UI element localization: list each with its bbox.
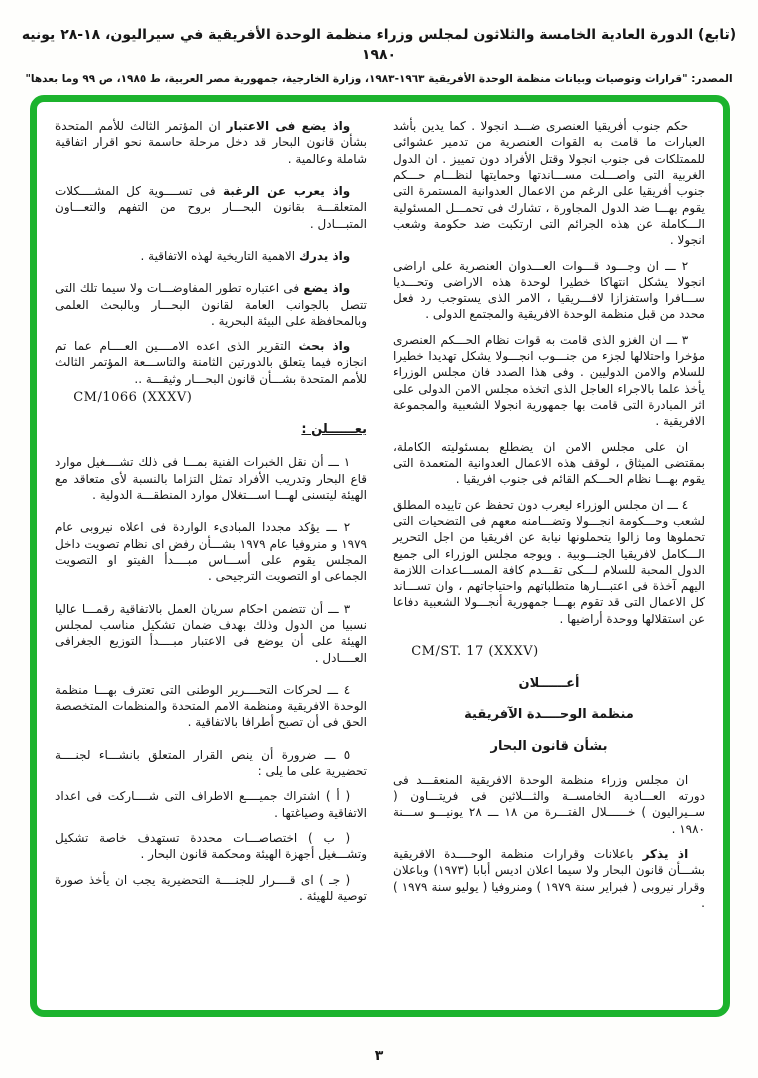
content-frame [30,95,730,1017]
paragraph: ٣ ـــ ان الغزو الذى قامت به قوات نظام الحـــكم العنصرى مؤخرا واحتلالها لجزء من جنـــوب انجـــولا يشكل تهديدا خطيرا للسلام والامن الدوليين . وفى هذا الصدد فان مجلس الوزراء يأخذ علما بالاجراء العاجل الذى اتخذه مجلس الامن الدولى على اثر المبادرة التى قامت بها جمهورية انجولا الشعبية والمجموعة الافريقية . [393,332,705,429]
page-header [20,26,738,87]
document-reference: CM/ST. 17 (XXXV) [411,644,539,660]
paragraph: واذ بحث التقرير الذى اعده الامــــين العــــام عما تم انجازه فيما يتعلق بالدورتين الثامنة والتاســـعة المؤتمر الثالث للأمم المتحدة بشـــأن قانون البحـــار وثيقـــة .. [55,339,367,386]
left-column [55,118,367,1000]
right-column [393,118,705,1000]
paragraph: ان على مجلس الامن ان يضطلع بمسئوليته الكاملة، بمقتضى الميثاق ، لوقف هذه الاعمال العدوانية المتعمدة التى يقوم بهـــا نظام الحـــكم القائم فى جنوب افريقيا . [393,439,705,487]
paragraph: واذ يضع فى الاعتبار ان المؤتمر الثالث للأمم المتحدة بشأن قانون البحار قد دخل مرحلة حاسمة نحو اقرار اتفاقية شاملة وعالمية . [55,119,367,166]
heading-organization: منظمة الوحــــدة الآفريقية [464,707,634,723]
declares-label: يعــــــلن : [301,421,367,437]
paragraph: ( جـ ) اى قــــرار للجنــــة التحضيرية يجب ان يأخذ صورة توصية للهيئة . [55,872,367,903]
two-column-layout [55,118,705,1000]
paragraph: واذ يعرب عن الرغبة فى تســــوية كل المشــــكلات المتعلقـــة بقانون البحـــار بروح من التفهم والتعـــاون المتبـــادل . [55,183,367,231]
paragraph: اذ يذكر باعلانات وقرارات منظمة الوحــــدة الافريقية بشـــأن قانون البحار ولا سيما اعلان اديس أبابا (١٩٧٣) وباعلان وقرار نيروبى ( فبراير سنة ١٩٧٩ ) ومنروفيا ( يوليو سنة ١٩٧٩ ) . [393,847,706,910]
heading-declaration: أعــــــلان [518,675,580,691]
session-title: (تابع) الدورة العادية الخامسة والثلاثون لمجلس وزراء منظمة الوحدة الأفريقية في سيراليون، ١٨-٢٨ يونيه ١٩٨٠ [21,27,737,63]
paragraph: ٢ ـــ ان وجـــود قـــوات العـــدوان العنصرية على اراضى انجولا يشكل انتهاكا خطيرا لوحدة هذه الاراضى وتحـــديا ســـافرا واستفزازا لافـــريقيا ، الامر الذى يستوجب رد فعل محدد من قبل منظمة الوحدة الافريقية والمجتمع الدولى . [393,258,705,322]
paragraph: ٤ ـــ لحركات التحــــرير الوطنى التى تعترف بهـــا منظمة الوحدة الافريقية ومنظمة الامم المتحدة والمنظمات المتخصصة الحق فى أن تصبح أطرافا بالاتفاقية . [55,682,367,730]
heading-subject: بشأن قانون البحار [490,739,608,755]
paragraph: ان مجلس وزراء منظمة الوحدة الافريقية المنعقـــد فى دورته العـــادية الخامســة والثـــلاثين فى فريتـــاون ( ســيراليون ) خــــــلال الفتـــرة من ١٨ ـــ ٢٨ يونيـــو ســـنة ١٩٨٠ . [393,772,706,836]
paragraph: ( أ ) اشتراك جميــــع الاطراف التى شــــاركت فى اعداد الاتفاقية وصياغتها . [55,789,367,820]
paragraph: حكم جنوب أفريقيا العنصرى ضـــد انجولا . كما يدين بأشد العبارات ما قامت به القوات العنصرية من تدمير عشوائى للممتلكات فى جنوب انجولا وقتل الأفراد دون تمييز . ان الدول الغربية التى واصـــلت مســـاندتها وحمايتها لنظـــام حـــكم جنوب أفريقيا على الرغم من الاعمال العدوانية المستمرة التى يقوم بهـــا ضد الدول المجاورة ، تشارك فى تحمـــل المسئولية الـــكاملة عن هذه الجرائم التى ارتكبت ضد حكومة وشعب انجولا . [393,119,705,248]
paragraph: ( ب ) اختصاصـــات محددة تستهدف خاصة تشكيل وتشـــغيل أجهزة الهيئة ومحكمة قانون البحار . [55,831,367,862]
page-number: ٣ [374,1048,384,1064]
source-citation: المصدر: "قرارات وتوصيات وبيانات منظمة الوحدة الأفريقية ١٩٦٣-١٩٨٣، وزارة الخارجية، جمهورية مصر العربية، ط ١٩٨٥، ص ٩٩ وما بعدها" [25,73,733,86]
paragraph: ١ ـــ أن نقل الخبرات الفنية بمـــا فى ذلك تشــــغيل موارد قاع البحار وتدريب الأفراد تمثل التزاما بالنسبة لأى متعاقد مع الهيئة ليتسنى لهـــا اســـتغلال موارد المنطقـــة الدولية . [55,455,367,503]
paragraph: ٣ ـــ أن تتضمن احكام سريان العمل بالاتفاقية رقمـــا عاليا نسبيا من الدول وذلك بهدف ضمان تشكيل مناسب لمجلس الهيئة على أن يوضع فى الاعتبار مبــــدأ التوزيع الجغرافى العــــادل . [55,601,367,665]
paragraph: ٤ ـــ ان مجلس الوزراء ليعرب دون تحفظ عن تاييده المطلق لشعب وحـــكومة انجـــولا وتضـــامنه معهم فى التضحيات التى تحملوها وما زالوا يتحملونها نيابة عن افريقيا من اجل التحرير الـــكامل لافريقيا الجنـــوبية . ويوجه مجلس الوزراء الى جميع الدول المحبة للسلام لـــكى تقـــدم كافة المســـاعدات اللازمة اليهم آخذة فى اعتبـــارها متطلباتهم واحتياجاتهم ، وان تســـاند كل الاعمال التى قد تقوم بهـــا جمهورية أنجـــولا الشعبية دفاعا عن استقلالها ووحدة أراضيها . [393,497,705,626]
paragraph: ٥ ـــ ضرورة أن ينص القرار المتعلق بانشـــاء لجنــــة تحضيرية على ما يلى : [55,747,367,779]
paragraph: واذ يضع فى اعتباره تطور المفاوضـــات ولا سيما تلك التى تتصل بالجوانب العامة لقانون البحـــار وبالبحث العلمى وبالمحافظة على البيئة البحرية . [55,281,367,328]
paragraph: ٢ ـــ يؤكد مجددا المبادىء الواردة فى اعلاه نيروبى عام ١٩٧٩ و منروفيا عام ١٩٧٩ بشـــأن رفض اى نظام تصويت داخل المجلس يقوم على أســـاس مبــــدأ الفيتو او التصويت الجماعى او التصويت الترجيحى . [55,520,367,584]
paragraph: واذ يدرك الاهمية التاريخية لهذه الاتفاقية . [140,248,351,263]
document-reference: CM/1066 (XXXV) [73,390,193,406]
